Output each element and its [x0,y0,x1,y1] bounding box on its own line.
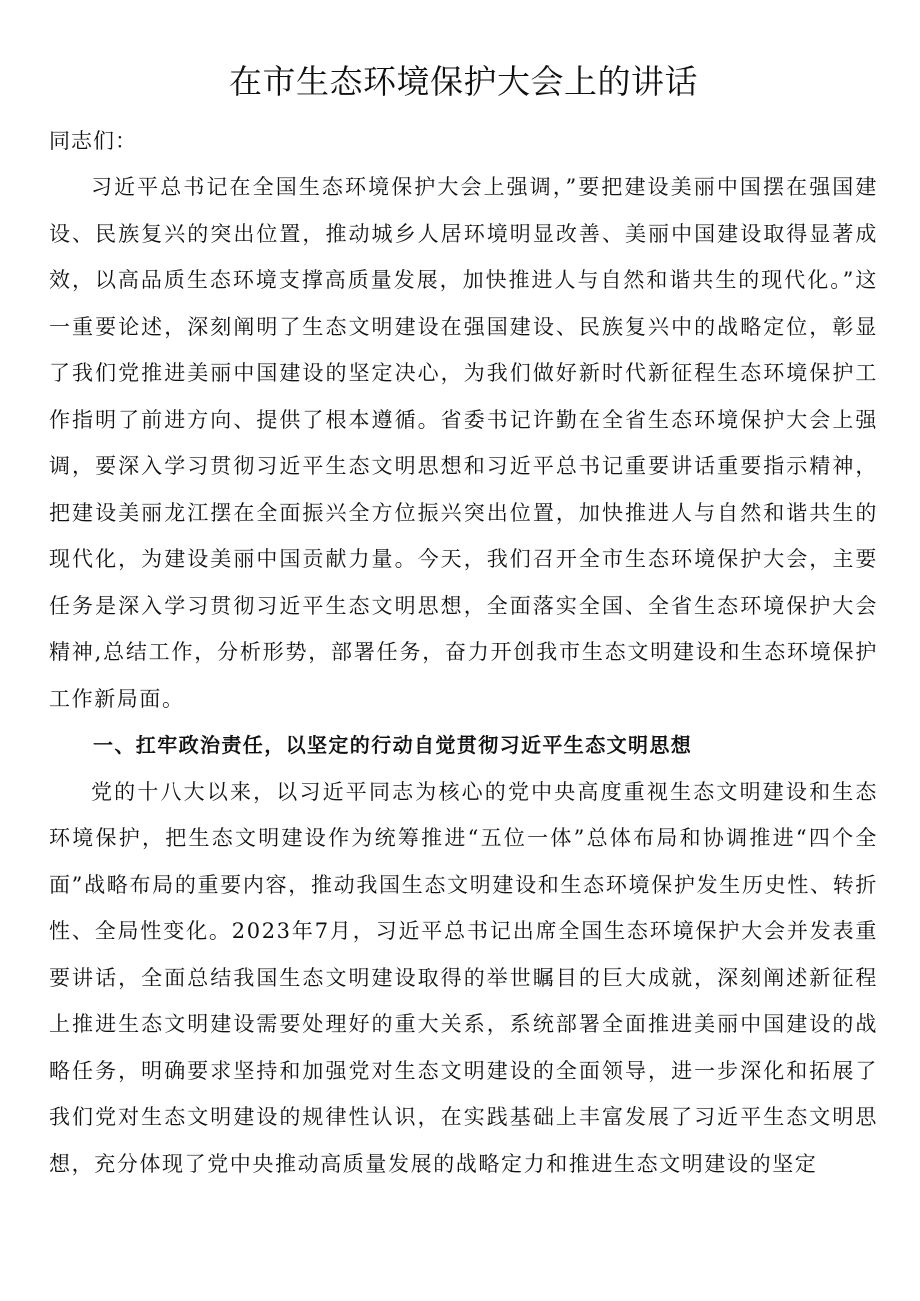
salutation: 同志们： [49,129,137,153]
intro-paragraph: 习近平总书记在全国生态环境保护大会上强调，”要把建设美丽中国摆在强国建设、民族复兴的突出位置，推动城乡人居环境明显改善、美丽中国建设取得显著成效，以高品质生态环境支撑高质量发展，加快推进人与自然和谐共生的现代化。”这一重要论述，深刻阐明了生态文明建设在强国建设、民族复兴中的战略定位，彰显了我们党推进美丽中国建设的坚定决心，为我们做好新时代新征程生态环境保护工作指明了前进方向、提供了根本遵循。省委书记许勤在全省生态环境保护大会上强调，要深入学习贯彻习近平生态文明思想和习近平总书记重要讲话重要指示精神，把建设美丽龙江摆在全面振兴全方位振兴突出位置，加快推进人与自然和谐共生的现代化，为建设美丽中国贡献力量。今天，我们召开全市生态环境保护大会，主要任务是深入学习贯彻习近平生态文明思想，全面落实全国、全省生态环境保护大会精神,总结工作，分析形势，部署任务，奋力开创我市生态文明建设和生态环境保护工作新局面。 [49,175,878,711]
section-1-paragraph: 党的十八大以来，以习近平同志为核心的党中央高度重视生态文明建设和生态环境保护，把生态文明建设作为统筹推进“五位一体”总体布局和协调推进“四个全面”战略布局的重要内容，推动我国生态文明建设和生态环境保护发生历史性、转折性、全局性变化。2023年7月，习近平总书记出席全国生态环境保护大会并发表重要讲话，全面总结我国生态文明建设取得的举世瞩目的巨大成就，深刻阐述新征程上推进生态文明建设需要处理好的重大关系，系统部署全面推进美丽中国建设的战略任务，明确要求坚持和加强党对生态文明建设的全面领导，进一步深化和拓展了我们党对生态文明建设的规律性认识，在实践基础上丰富发展了习近平生态文明思想，充分体现了党中央推动高质量发展的战略定力和推进生态文明建设的坚定 [49,779,878,1176]
section-heading-1: 一、扛牢政治责任，以坚定的行动自觉贯彻习近平生态文明思想 [93,733,693,757]
document-title: 在市生态环境保护大会上的讲话 [229,62,698,101]
